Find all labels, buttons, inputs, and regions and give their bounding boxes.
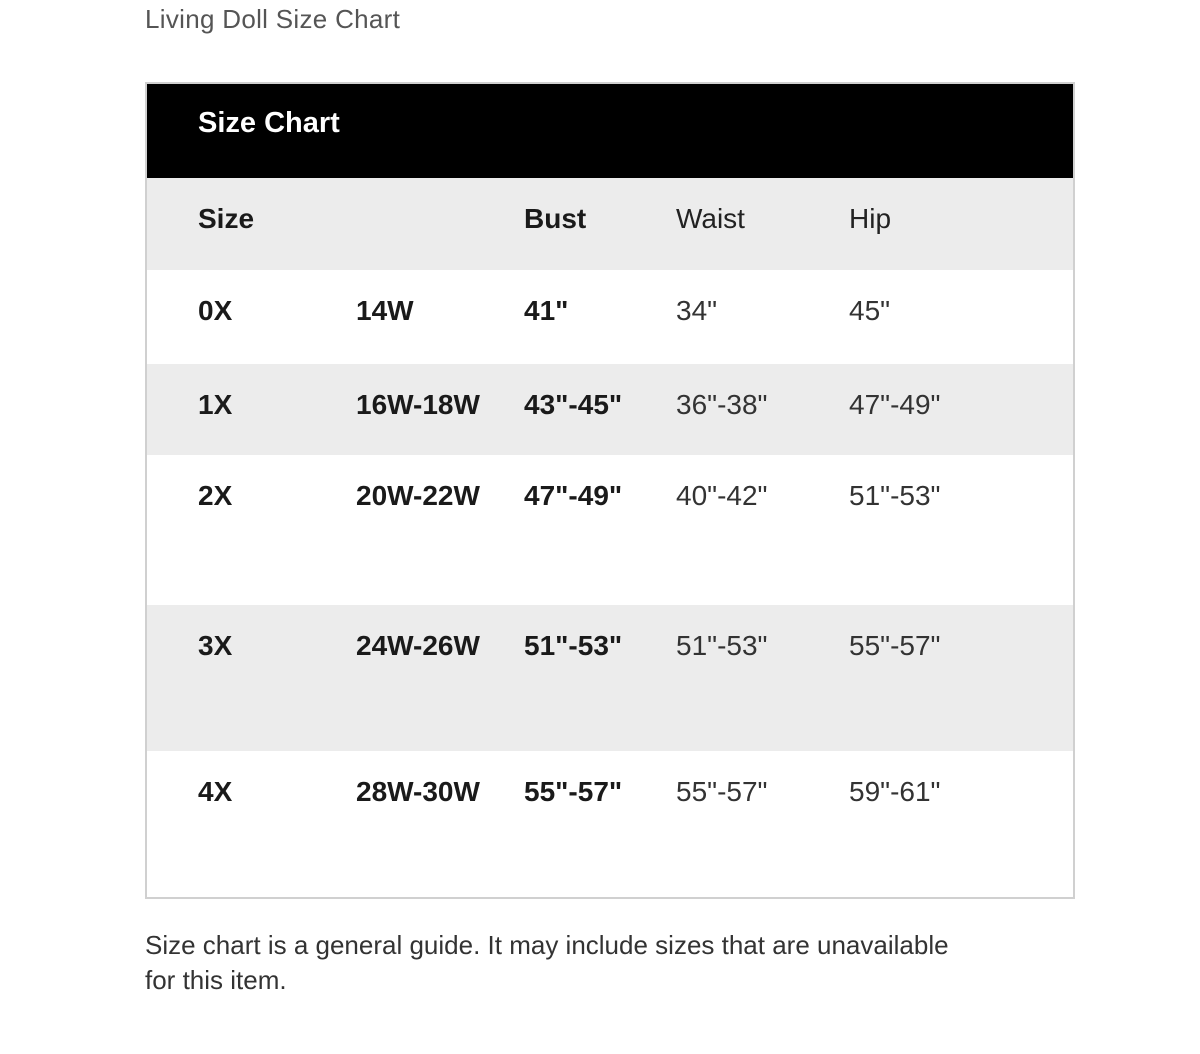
cell-waist: 51"-53" xyxy=(676,630,768,661)
cell-hip: 59"-61" xyxy=(849,776,941,807)
table-row xyxy=(147,605,1073,751)
cell-size: 0X xyxy=(198,295,233,326)
cell-bust: 51"-53" xyxy=(524,630,623,661)
cell-bust: 43"-45" xyxy=(524,389,623,420)
table-header-bar: Size Chart xyxy=(147,84,1073,178)
cell-w-size: 20W-22W xyxy=(356,480,480,511)
cell-size: 1X xyxy=(198,389,233,420)
table-row xyxy=(147,751,1073,899)
cell-w-size: 24W-26W xyxy=(356,630,480,661)
cell-size: 3X xyxy=(198,630,233,661)
table-row xyxy=(147,270,1073,364)
cell-hip: 51"-53" xyxy=(849,480,941,511)
page-title: Living Doll Size Chart xyxy=(145,4,401,34)
cell-w-size: 28W-30W xyxy=(356,776,480,807)
cell-bust: 41" xyxy=(524,295,569,326)
column-header-bust: Bust xyxy=(524,203,587,234)
size-chart-table xyxy=(145,82,1075,899)
table-row xyxy=(147,455,1073,605)
column-header-hip: Hip xyxy=(849,203,892,234)
column-header-size: Size xyxy=(198,203,255,234)
cell-hip: 55"-57" xyxy=(849,630,941,661)
cell-waist: 40"-42" xyxy=(676,480,768,511)
cell-size: 4X xyxy=(198,776,233,807)
cell-waist: 36"-38" xyxy=(676,389,768,420)
cell-size: 2X xyxy=(198,480,233,511)
footnote: Size chart is a general guide. It may include sizes that are unavailable for this item. xyxy=(145,930,949,995)
cell-waist: 34" xyxy=(676,295,718,326)
cell-w-size: 14W xyxy=(356,295,414,326)
cell-waist: 55"-57" xyxy=(676,776,768,807)
cell-hip: 45" xyxy=(849,295,891,326)
table-row xyxy=(147,364,1073,455)
cell-bust: 55"-57" xyxy=(524,776,623,807)
cell-w-size: 16W-18W xyxy=(356,389,480,420)
cell-bust: 47"-49" xyxy=(524,480,623,511)
cell-hip: 47"-49" xyxy=(849,389,941,420)
column-header-waist: Waist xyxy=(676,203,745,234)
column-header-row xyxy=(147,178,1073,270)
